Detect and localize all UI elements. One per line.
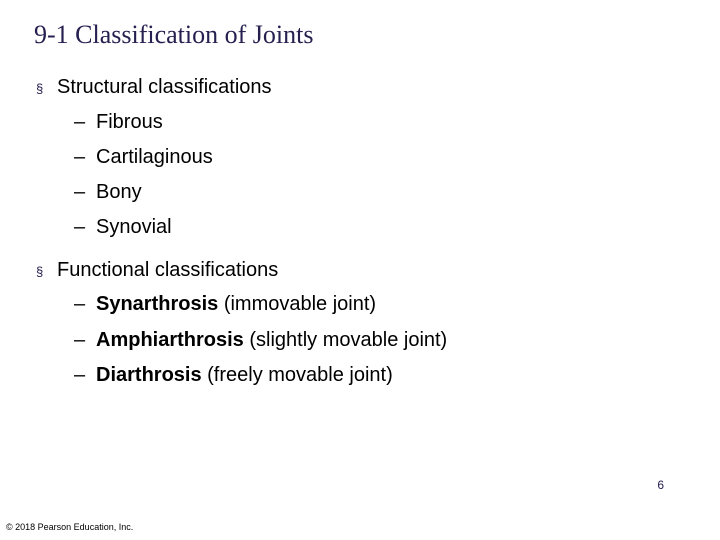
sub-item-label: Bony <box>96 181 142 203</box>
dash-bullet-icon: – <box>74 216 86 238</box>
sub-item-label: Synovial <box>96 216 172 238</box>
sub-item-label: Fibrous <box>96 111 163 133</box>
dash-bullet-icon: – <box>74 293 86 315</box>
term-description: (slightly movable joint) <box>243 329 448 351</box>
term-description: (freely movable joint) <box>201 364 393 386</box>
square-bullet-icon: § <box>36 81 44 96</box>
dash-bullet-icon: – <box>74 181 86 203</box>
functional-label: Functional classifications <box>57 259 279 281</box>
dash-bullet-icon: – <box>74 364 86 386</box>
sub-item-text <box>96 328 447 352</box>
sub-item-text <box>96 292 376 316</box>
sub-item-text <box>96 363 393 387</box>
sub-item-label: Cartilaginous <box>96 146 213 168</box>
structural-label: Structural classifications <box>57 76 272 98</box>
dash-bullet-icon: – <box>74 329 86 351</box>
term-amphiarthrosis: Amphiarthrosis <box>96 329 244 351</box>
square-bullet-icon: § <box>36 264 44 279</box>
term-synarthrosis: Synarthrosis <box>96 293 219 315</box>
page-number: 6 <box>657 478 664 492</box>
dash-bullet-icon: – <box>74 146 86 168</box>
dash-bullet-icon: – <box>74 111 86 133</box>
term-description: (immovable joint) <box>218 293 377 315</box>
copyright-notice: © 2018 Pearson Education, Inc. <box>6 522 134 532</box>
slide-title: 9-1 Classification of Joints <box>34 20 314 49</box>
term-diarthrosis: Diarthrosis <box>96 364 202 386</box>
